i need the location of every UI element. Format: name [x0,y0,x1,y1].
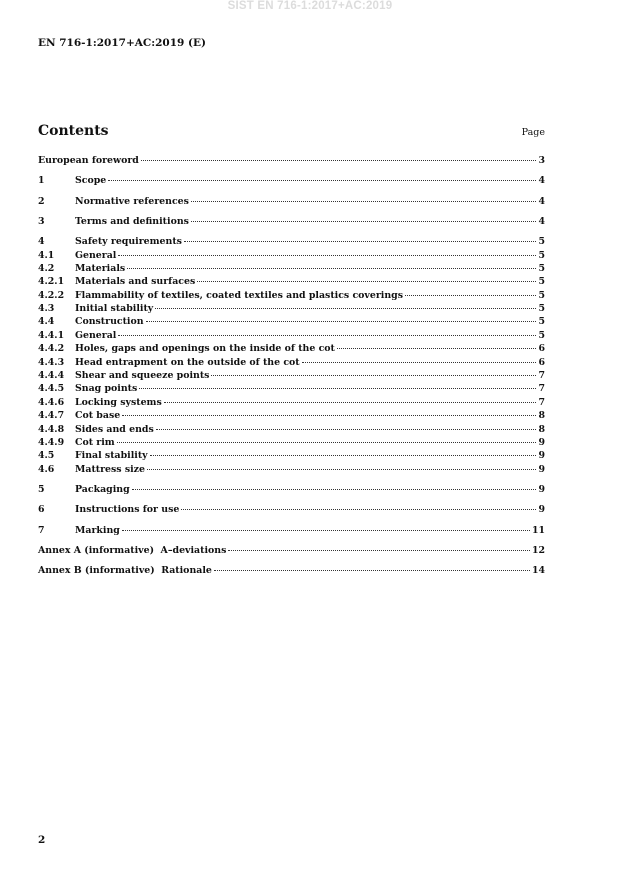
dot-leader [122,415,536,416]
dot-leader [184,241,537,242]
dot-leader [337,348,537,349]
toc-entry-number: 6 [38,504,45,516]
toc-entry[interactable] [38,329,545,342]
dot-leader [214,570,530,571]
toc-entry[interactable] [38,235,545,248]
toc-entry-title[interactable]: European foreword [38,155,139,166]
dot-leader [155,308,536,309]
toc-entry[interactable] [38,409,545,422]
toc-entry-number: 4.4.1 [38,329,65,341]
toc-entry-page: 5 [538,316,545,328]
toc-entry-number: 4.2.2 [38,289,65,301]
toc-entry[interactable] [38,356,545,369]
page-number: 2 [38,834,46,846]
toc-entry-title[interactable]: General [75,329,117,341]
toc-entry[interactable] [38,275,545,288]
toc-entry[interactable] [38,289,545,302]
toc-entry-title[interactable]: Head entrapment on the outside of the cot [75,356,300,368]
dot-leader [302,362,537,363]
toc-entry[interactable] [38,483,545,496]
toc-entry-page: 5 [538,329,545,341]
toc-entry-title[interactable]: Marking [75,524,120,536]
watermark: SIST EN 716-1:2017+AC:2019 [227,0,393,12]
toc-entry-number: 4.4.2 [38,343,65,355]
dot-leader [150,455,537,456]
toc-entry-title[interactable]: Snag points [75,383,138,395]
toc-entry-number: 4.6 [38,463,55,475]
toc-entry[interactable] [38,342,545,355]
toc-entry-page: 14 [531,565,545,577]
dot-leader [118,335,536,336]
toc-entry-number: 4.4.5 [38,383,65,395]
toc-entry-page: 7 [538,370,545,382]
toc-entry-page: 8 [538,423,545,435]
toc-entry-title[interactable]: Construction [75,316,144,328]
dot-leader [141,160,537,161]
toc-entry-page: 3 [538,155,545,166]
toc-entry-page: 8 [538,410,545,422]
toc-entry[interactable] [38,449,545,462]
toc-entry-title[interactable]: Final stability [75,450,148,462]
toc-entry-page: 5 [538,262,545,274]
toc-entry-page: 7 [538,396,545,408]
dot-leader [127,268,536,269]
toc-entry-title[interactable]: Normative references [75,195,189,207]
toc-entry-page: 5 [538,289,545,301]
toc-entry-title[interactable]: Initial stability [75,303,154,315]
toc-entry-number: 4.4.3 [38,356,65,368]
toc-entry-title[interactable]: Cot base [75,410,121,422]
dot-leader [147,469,537,470]
toc-entry-annex-b[interactable] [38,564,545,577]
toc-entry[interactable] [38,174,545,187]
toc-entry[interactable] [38,302,545,315]
toc-entry-number: 4.4.7 [38,410,65,422]
dot-leader [117,442,537,443]
toc-entry-page: 4 [538,195,545,207]
toc-entry-number: 4.4.4 [38,370,65,382]
toc-entry-number: 4.4 [38,316,55,328]
toc-entry-page: 6 [538,343,545,355]
toc-entry-title[interactable]: Sides and ends [75,423,154,435]
toc-entry[interactable] [38,396,545,409]
toc-entry-title[interactable]: Safety requirements [75,236,182,248]
dot-leader [139,388,536,389]
contents-heading: Contents [38,123,109,139]
dot-leader [181,509,536,510]
document-header: EN 716-1:2017+AC:2019 (E) [38,37,206,49]
toc-entry-page: 5 [538,303,545,315]
toc-entry-number: 4 [38,236,45,248]
toc-entry-number: 2 [38,195,45,207]
toc-entry-page: 9 [538,504,545,516]
toc-entry-title[interactable]: Materials and surfaces [75,276,196,288]
toc-entry-title[interactable]: Annex B (informative) Rationale [38,565,212,577]
toc-entry-title[interactable]: Mattress size [75,463,145,475]
toc-entry-page: 5 [538,236,545,248]
toc-entry[interactable] [38,524,545,537]
toc-entry[interactable] [38,436,545,449]
toc-entry-title[interactable]: Cot rim [75,436,115,448]
toc-entry-number: 4.2 [38,262,55,274]
toc-entry-page: 5 [538,276,545,288]
toc-entry-annex-a[interactable] [38,544,545,557]
dot-leader [122,530,530,531]
dot-leader [146,321,537,322]
toc-entry-page: 9 [538,436,545,448]
toc-entry-number: 5 [38,484,45,496]
toc-entry[interactable] [38,215,545,228]
toc-entry[interactable] [38,262,545,275]
toc-entry-number: 4.3 [38,303,55,315]
toc-entry-title[interactable]: Flammability of textiles, coated textiles and plastics coverings [75,289,403,301]
table-of-contents [38,154,545,578]
toc-entry-page: 9 [538,463,545,475]
toc-entry[interactable] [38,463,545,476]
toc-entry-number: 4.4.9 [38,436,65,448]
toc-entry-foreword[interactable] [38,154,545,167]
toc-entry-title[interactable]: Locking systems [75,396,162,408]
dot-leader [156,429,537,430]
dot-leader [191,201,537,202]
toc-entry-number: 4.5 [38,450,55,462]
toc-entry-number: 7 [38,524,45,536]
toc-entry-page: 7 [538,383,545,395]
dot-leader [405,295,536,296]
toc-entry-number: 4.2.1 [38,276,65,288]
toc-entry-title[interactable]: Shear and squeeze points [75,370,210,382]
page-column-label: Page [521,127,545,138]
toc-entry-title[interactable]: Packaging [75,484,130,496]
toc-entry-page: 12 [531,544,545,556]
toc-entry-title[interactable]: Holes, gaps and openings on the inside of the cot [75,343,335,355]
dot-leader [211,375,536,376]
toc-entry[interactable] [38,423,545,436]
toc-entry-title[interactable]: Terms and definitions [75,215,189,227]
dot-leader [108,180,536,181]
toc-entry[interactable] [38,315,545,328]
toc-entry-number: 3 [38,215,45,227]
dot-leader [164,402,537,403]
toc-entry-title[interactable]: General [75,249,117,261]
toc-entry-page: 9 [538,450,545,462]
dot-leader [118,255,536,256]
toc-entry-page: 11 [531,524,545,536]
toc-entry[interactable] [38,195,545,208]
toc-entry-number: 4.4.6 [38,396,65,408]
toc-entry-number: 4.1 [38,249,55,261]
toc-entry-title[interactable]: Scope [75,175,107,187]
toc-entry-page: 6 [538,356,545,368]
dot-leader [228,550,530,551]
toc-entry[interactable] [38,369,545,382]
toc-entry-page: 4 [538,215,545,227]
toc-entry[interactable] [38,382,545,395]
toc-entry-page: 4 [538,175,545,187]
toc-entry[interactable] [38,249,545,262]
dot-leader [197,281,536,282]
toc-entry-number: 1 [38,175,45,187]
dot-leader [132,489,537,490]
toc-entry-page: 9 [538,484,545,496]
toc-entry-title[interactable]: Instructions for use [75,504,180,516]
toc-entry-title[interactable]: Annex A (informative) A–deviations [38,544,227,556]
dot-leader [191,221,537,222]
toc-entry[interactable] [38,503,545,516]
toc-entry-page: 5 [538,249,545,261]
toc-entry-number: 4.4.8 [38,423,65,435]
toc-entry-title[interactable]: Materials [75,262,126,274]
